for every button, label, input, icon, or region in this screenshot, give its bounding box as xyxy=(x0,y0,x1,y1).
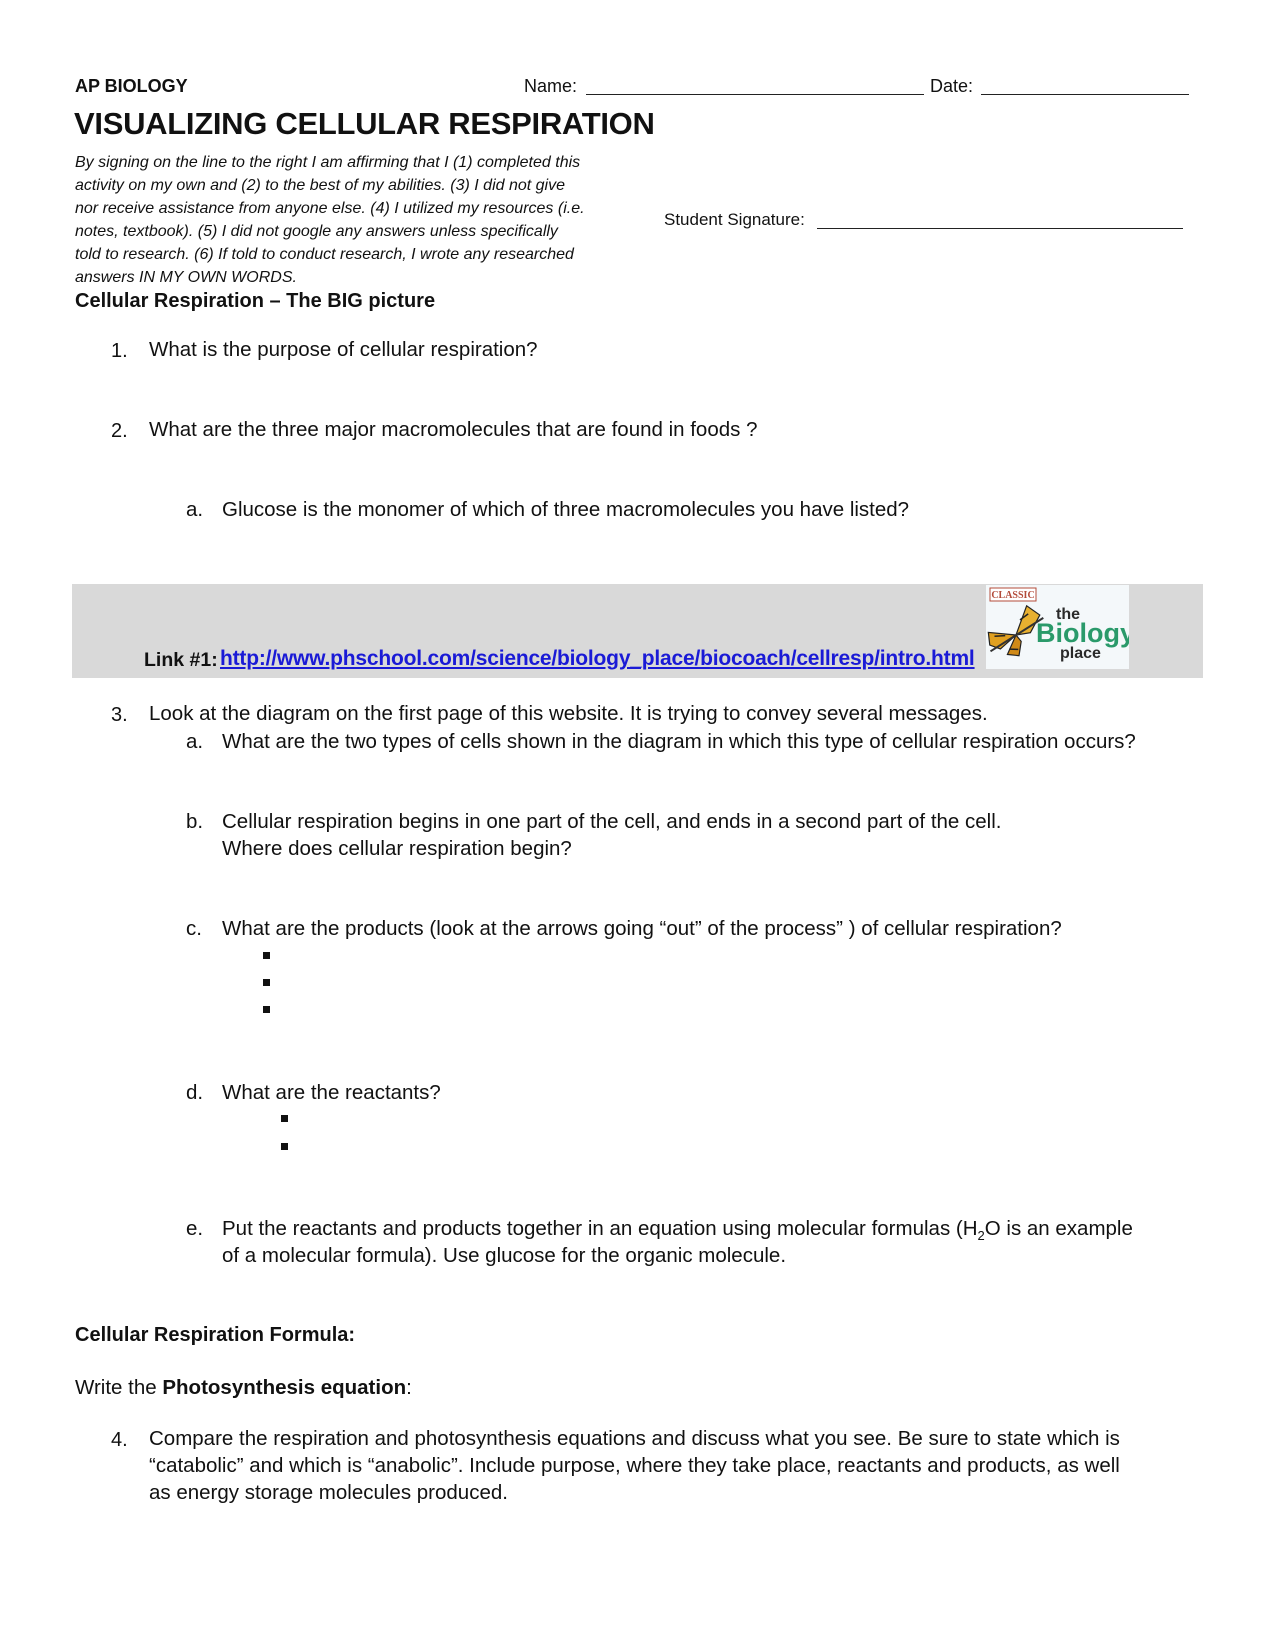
subscript: 2 xyxy=(977,1228,985,1244)
question-3e-line1 xyxy=(222,1217,1133,1243)
bullet-point xyxy=(263,952,270,959)
question-letter: e. xyxy=(186,1217,204,1240)
formula-heading: Cellular Respiration Formula: xyxy=(75,1324,356,1346)
svg-text:CLASSIC: CLASSIC xyxy=(991,590,1035,601)
question-4-line1: Compare the respiration and photosynthesis equations and discuss what you see. Be sure to state which is xyxy=(149,1427,1120,1450)
photosynthesis-suffix: : xyxy=(406,1376,412,1399)
bullet-point xyxy=(263,1006,270,1013)
question-number: 4. xyxy=(111,1429,128,1451)
question-letter: d. xyxy=(186,1081,204,1104)
question-number: 2. xyxy=(111,420,128,442)
question-3e-line2: of a molecular formula). Use glucose for the organic molecule. xyxy=(222,1244,787,1267)
affirmation-line: told to research. (6) If told to conduct research, I wrote any researched xyxy=(75,246,574,263)
question-3d: What are the reactants? xyxy=(222,1081,441,1104)
biology-place-logo xyxy=(986,585,1129,669)
svg-text:the: the xyxy=(1056,606,1080,623)
course-name: AP BIOLOGY xyxy=(75,76,188,96)
question-3b-line1: Cellular respiration begins in one part of the cell, and ends in a second part of the cell. xyxy=(222,810,1002,833)
question-3: Look at the diagram on the first page of this website. It is trying to convey several messages. xyxy=(149,702,988,725)
question-letter: a. xyxy=(186,730,204,753)
affirmation-line: By signing on the line to the right I am affirming that I (1) completed this xyxy=(75,154,581,171)
question-3e-text: Put the reactants and products together in an equation using molecular formulas (H xyxy=(222,1217,978,1240)
question-number: 3. xyxy=(111,704,128,726)
bullet-point xyxy=(263,979,270,986)
question-2: What are the three major macromolecules that are found in foods ? xyxy=(149,418,758,441)
affirmation-line: answers IN MY OWN WORDS. xyxy=(75,269,297,286)
affirmation-line: notes, textbook). (5) I did not google any answers unless specifically xyxy=(75,223,558,240)
svg-text:Biology: Biology xyxy=(1036,618,1129,648)
question-3e-text-end: O is an example xyxy=(984,1217,1133,1240)
question-letter: c. xyxy=(186,917,202,940)
question-2a: Glucose is the monomer of which of three macromolecules you have listed? xyxy=(222,498,910,521)
question-3b-line2: Where does cellular respiration begin? xyxy=(222,837,572,860)
photosynthesis-bold: Photosynthesis equation xyxy=(162,1376,407,1399)
name-label: Name: xyxy=(524,76,578,96)
question-4-line2: “catabolic” and which is “anabolic”. Include purpose, where they take place, reactants and products, as well xyxy=(149,1454,1120,1477)
signature-label: Student Signature: xyxy=(664,210,805,229)
section-heading: Cellular Respiration – The BIG picture xyxy=(75,290,436,312)
question-letter: b. xyxy=(186,810,204,833)
question-letter: a. xyxy=(186,498,204,521)
date-label: Date: xyxy=(930,76,974,96)
bullet-point xyxy=(281,1115,288,1122)
question-4-line3: as energy storage molecules produced. xyxy=(149,1481,508,1504)
date-field-line[interactable] xyxy=(981,94,1189,95)
signature-field-line[interactable] xyxy=(817,228,1183,229)
question-3a: What are the two types of cells shown in the diagram in which this type of cellular respiration occurs? xyxy=(222,730,1136,753)
photosynthesis-prompt xyxy=(75,1376,412,1400)
question-number: 1. xyxy=(111,340,128,362)
link-label: Link #1: xyxy=(144,649,218,671)
butterfly-icon xyxy=(986,585,1129,669)
affirmation-line: nor receive assistance from anyone else. (4) I utilized my resources (i.e. xyxy=(75,200,585,217)
affirmation-statement xyxy=(75,151,635,289)
biocoach-link[interactable]: http://www.phschool.com/science/biology_place/biocoach/cellresp/intro.html xyxy=(220,647,975,670)
name-field-line[interactable] xyxy=(586,94,924,95)
bullet-point xyxy=(281,1143,288,1150)
affirmation-line: activity on my own and (2) to the best of my abilities. (3) I did not give xyxy=(75,177,565,194)
svg-text:place: place xyxy=(1060,645,1101,662)
question-1: What is the purpose of cellular respiration? xyxy=(149,338,538,361)
question-3c: What are the products (look at the arrows going “out” of the process” ) of cellular respiration? xyxy=(222,917,1062,940)
page-title: VISUALIZING CELLULAR RESPIRATION xyxy=(74,106,655,141)
photosynthesis-prefix: Write the xyxy=(75,1376,163,1399)
